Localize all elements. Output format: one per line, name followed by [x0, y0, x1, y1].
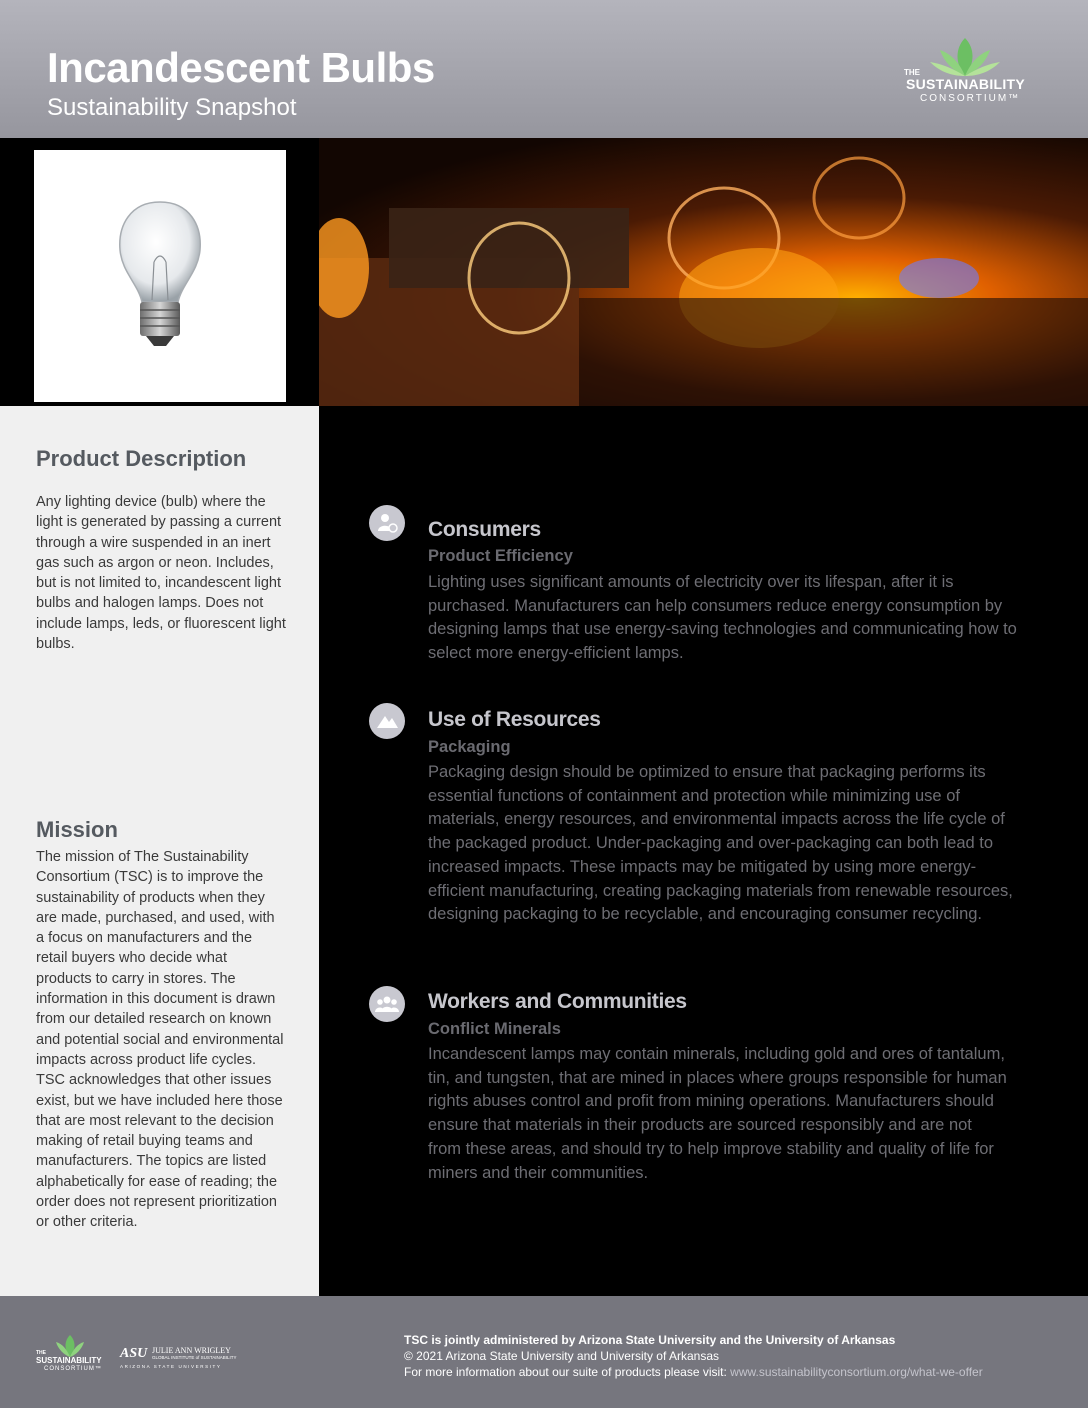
page-subtitle: Sustainability Snapshot [47, 94, 297, 121]
footer-tsc-logo[interactable] [34, 1334, 106, 1374]
logo-consortium: CONSORTIUM™ [920, 93, 1021, 104]
people-icon [369, 986, 405, 1022]
product-description-title: Product Description [36, 446, 247, 471]
mountain-icon [369, 703, 405, 739]
bulb-image [34, 150, 286, 402]
footer-logo-the: THE [36, 1350, 46, 1356]
asu-logo-line2: GLOBAL INSTITUTE of SUSTAINABILITY [152, 1355, 237, 1360]
consumers-subtitle: Product Efficiency [428, 547, 573, 565]
page-header [0, 0, 1088, 138]
footer-logo-name: SUSTAINABILITY [36, 1356, 102, 1365]
logo-name: SUSTAINABILITY [906, 76, 1026, 92]
product-description-text: Any lighting device (bulb) where the light is generated by passing a current through a wire suspended in an inert gas such as argon or neon. Includes, but is not limited to, incandescent light bulbs and halogen lamps. Does not include lamps, leds, or fluorescent light bulbs. [36, 494, 286, 653]
footer-copyright: © 2021 Arizona State University and University of Arkansas [404, 1349, 719, 1363]
footer-info-text: For more information about our suite of products please visit: [404, 1365, 731, 1379]
mission-text: The mission of The Sustainability Consortium (TSC) is to improve the sustainability of products when they are made, purchased, and used, with a focus on manufacturers and the retail buyers who decide what products to carry in stores. The information in this document is drawn from our detailed research on known and potential social and environmental impacts across product life cycles. TSC acknowledges that other issues exist, but we have included here those that are most relevant to the decision making of retail buying teams and manufacturers. The topics are listed alphabetically for ease of reading; the order does not represent prioritization or other criteria. [36, 849, 284, 1231]
mission-title: Mission [36, 817, 118, 842]
consumer-icon [369, 505, 405, 541]
factory-image [319, 138, 1088, 406]
asu-logo[interactable] [120, 1346, 250, 1376]
footer-admin-text: TSC is jointly administered by Arizona State University and the University of Arkansas [404, 1333, 896, 1347]
logo-the: THE [904, 68, 920, 77]
light-bulb-icon [34, 150, 286, 402]
workers-body: Incandescent lamps may contain minerals, including gold and ores of tantalum, tin, and tungsten, that are mined in places where groups responsible for human rights abuses control and profit from mining operations. Manufacturers should ensure that materials in their products are sourced responsibly and are not from these areas, and should try to help improve stability and quality of life for miners and their communities. [428, 1045, 1007, 1182]
page-footer [0, 1296, 1088, 1408]
consumers-title: Consumers [428, 518, 541, 541]
footer-info-line [404, 1365, 983, 1379]
consumers-body: Lighting uses significant amounts of electricity over its lifespan, after it is purchased. Manufacturers can help consumers reduce energy consumption by designing lamps that use energy-saving technologies and communicating how to select more energy-efficient lamps. [428, 573, 1017, 663]
workers-subtitle: Conflict Minerals [428, 1020, 561, 1038]
use-of-resources-subtitle: Packaging [428, 738, 511, 756]
asu-logo-mark: ASU [120, 1346, 148, 1361]
asu-logo-line3: ARIZONA STATE UNIVERSITY [120, 1364, 222, 1369]
asu-logo-line1: JULIE ANN WRIGLEY [152, 1346, 231, 1355]
factory-photo-icon [319, 138, 1088, 406]
workers-title: Workers and Communities [428, 990, 687, 1013]
use-of-resources-body: Packaging design should be optimized to ensure that packaging performs its essential functions of containment and protection while minimizing use of materials, energy resources, and environmental impacts across the life cycle of the packaged product. Under-packaging and over-packaging can both lead to increased impacts. These impacts may be mitigated by using more energy-efficient manufacturing, creating packaging materials from renewable resources, designing packaging to be recyclable, and encouraging consumer recycling. [428, 763, 1013, 924]
footer-logo-consortium: CONSORTIUM™ [44, 1366, 102, 1372]
use-of-resources-title: Use of Resources [428, 708, 601, 731]
footer-website-link[interactable]: www.sustainabilityconsortium.org/what-we-offer [730, 1365, 983, 1379]
page-title: Incandescent Bulbs [47, 44, 435, 91]
tsc-logo[interactable] [900, 36, 1030, 108]
